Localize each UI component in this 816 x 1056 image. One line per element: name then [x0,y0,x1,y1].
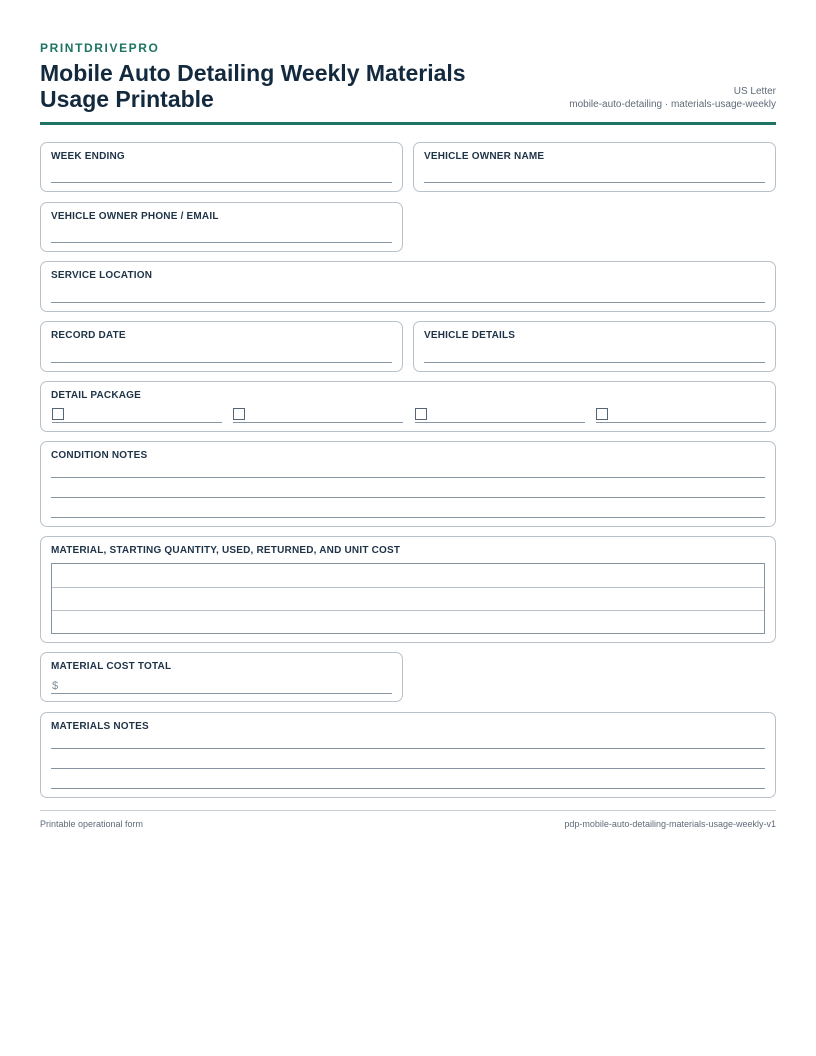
footer-form-id: pdp-mobile-auto-detailing-materials-usage-weekly-v1 [564,819,776,829]
vehicle-details-input-line[interactable] [424,362,765,363]
vehicle-owner-name-input-line[interactable] [424,182,765,183]
vehicle-details-label: VEHICLE DETAILS [424,330,516,341]
detail-package-option-3[interactable] [415,408,585,424]
materials-notes-line-1[interactable] [51,748,765,749]
vehicle-owner-name-field [413,142,776,192]
vehicle-owner-contact-field [40,202,403,252]
header-divider [40,122,776,125]
option-line [233,422,403,423]
option-line [52,422,222,423]
week-ending-label: WEEK ENDING [51,151,125,162]
material-cost-total-field [40,652,403,702]
currency-symbol: $ [52,680,59,692]
option-line [596,422,766,423]
footer-description: Printable operational form [40,819,144,829]
page-title: Mobile Auto Detailing Weekly Materials Usage Printable [40,60,466,112]
footer-divider [40,810,776,811]
materials-grid [51,563,765,634]
service-location-input-line[interactable] [51,302,765,303]
materials-notes-line-3[interactable] [51,788,765,789]
week-ending-field [40,142,403,192]
detail-package-label: DETAIL PACKAGE [51,390,142,401]
condition-notes-field [40,441,776,527]
grid-row-divider [52,610,764,611]
condition-notes-line-1[interactable] [51,477,765,478]
option-line [415,422,585,423]
vehicle-details-field [413,321,776,372]
paper-size: US Letter [733,86,776,97]
detail-package-option-2[interactable] [233,408,403,424]
materials-notes-line-2[interactable] [51,768,765,769]
checkbox-icon[interactable] [233,408,245,420]
condition-notes-line-3[interactable] [51,517,765,518]
condition-notes-line-2[interactable] [51,497,765,498]
record-date-field [40,321,403,372]
condition-notes-label: CONDITION NOTES [51,450,148,461]
checkbox-icon[interactable] [52,408,64,420]
materials-notes-label: MATERIALS NOTES [51,721,149,732]
brand-name: PRINTDRIVEPRO [40,41,160,55]
materials-table-field [40,536,776,643]
materials-notes-field [40,712,776,798]
vehicle-owner-contact-label: VEHICLE OWNER PHONE / EMAIL [51,211,219,222]
vehicle-owner-name-label: VEHICLE OWNER NAME [424,151,545,162]
service-location-label: SERVICE LOCATION [51,270,153,281]
week-ending-input-line[interactable] [51,182,392,183]
document-slug: mobile-auto-detailing · materials-usage-weekly [569,99,776,110]
grid-row-divider [52,587,764,588]
vehicle-owner-contact-input-line[interactable] [51,242,392,243]
document-meta [569,85,776,111]
service-location-field [40,261,776,312]
record-date-label: RECORD DATE [51,330,126,341]
material-cost-total-label: MATERIAL COST TOTAL [51,661,172,672]
record-date-input-line[interactable] [51,362,392,363]
material-cost-total-input-line[interactable] [51,693,392,694]
detail-package-option-4[interactable] [596,408,766,424]
detail-package-option-1[interactable] [52,408,222,424]
materials-table-label: MATERIAL, STARTING QUANTITY, USED, RETURNED, AND UNIT COST [51,545,401,556]
checkbox-icon[interactable] [415,408,427,420]
detail-package-field [40,381,776,432]
checkbox-icon[interactable] [596,408,608,420]
